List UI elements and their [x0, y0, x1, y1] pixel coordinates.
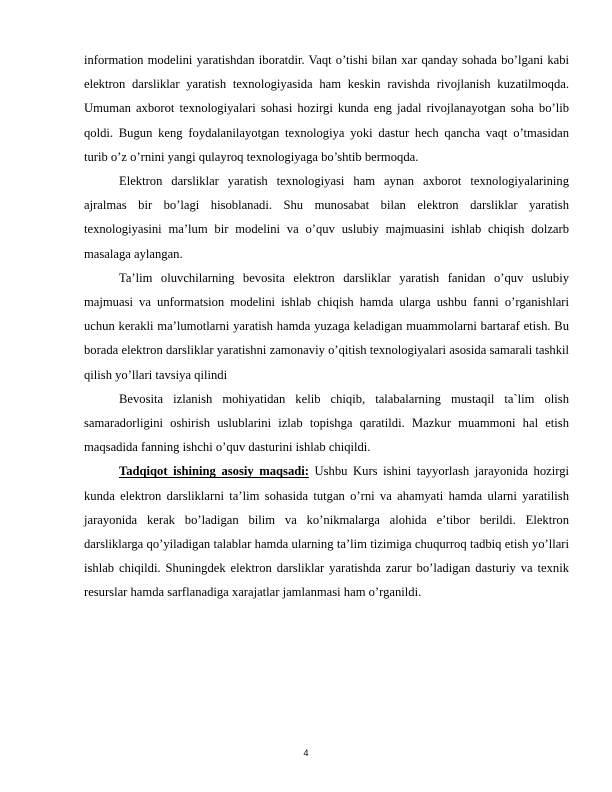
page-number: 4	[303, 748, 309, 758]
research-goal-text: Ushbu Kurs ishini tayyorlash jarayonida hozirgi kunda elektron darsliklarni ta’lim sohasida tutgan o’rni va ahamyati hamda ularni yaratilish jarayonida kerak bo’ladigan bilim va ko’nikmalarga alohida e’tibor berildi. Elektron darsliklarga qo’yiladigan talablar hamda ularning ta’lim tizimiga chuqurroq tadbiq etish yo’llari ishlab chiqildi. Shuningdek elektron darsliklar yaratishda zarur bo’ladigan dasturiy va texnik resurslar hamda sarflanadiga xarajatlar jamlanmasi ham o’rganildi.	[84, 464, 570, 600]
paragraph-3: Ta’lim oluvchilarning bevosita elektron darsliklar yaratish fanidan o’quv uslubiy majmuasi va unformatsion modelini ishlab chiqish hamda ularga ushbu fanni o’rganishlari uchun kerakli ma’lumotlarni yaratish hamda yuzaga keladigan muammolarni bartaraf etish. Bu borada elektron darsliklar yaratishni zamonaviy o’qitish texnologiyalari asosida samarali tashkil qilish yo’llari tavsiya qilindi	[84, 270, 569, 382]
research-goal-heading: Tadqiqot ishining asosiy maqsadi:	[119, 464, 309, 479]
paragraph-5	[84, 459, 569, 604]
paragraph-4: Bevosita izlanish mohiyatidan kelib chiqib, talabalarning mustaqil ta`lim olish samaradorligini oshirish uslublarini izlab topishga qaratildi. Mazkur muammoni hal etish maqsadida fanning ishchi o’quv dasturini ishlab chiqildi.	[84, 391, 569, 455]
document-page	[84, 48, 569, 605]
paragraph-2: Elektron darsliklar yaratish texnologiyasi ham aynan axborot texnologiyalarining ajralmas bir bo’lagi hisoblanadi. Shu munosabat bilan elektron darsliklar yaratish texnologiyasini ma’lum bir modelini va o’quv uslubiy majmuasini ishlab chiqish dolzarb masalaga aylangan.	[84, 174, 569, 261]
paragraph-1: information modelini yaratishdan iboratdir. Vaqt o’tishi bilan xar qanday sohada bo’lgani kabi elektron darsliklar yaratish texnologiyasida ham keskin ravishda rivojlanish kuzatilmoqda. Umuman axborot texnologiyalari sohasi hozirgi kunda eng jadal rivojlanayotgan soha bo’lib qoldi. Bugun keng foydalanilayotgan texnologiya yoki dastur hech qancha vaqt o’tmasidan turib o’z o’rnini yangi qulayroq texnologiyaga bo’shtib bermoqda.	[84, 53, 569, 164]
